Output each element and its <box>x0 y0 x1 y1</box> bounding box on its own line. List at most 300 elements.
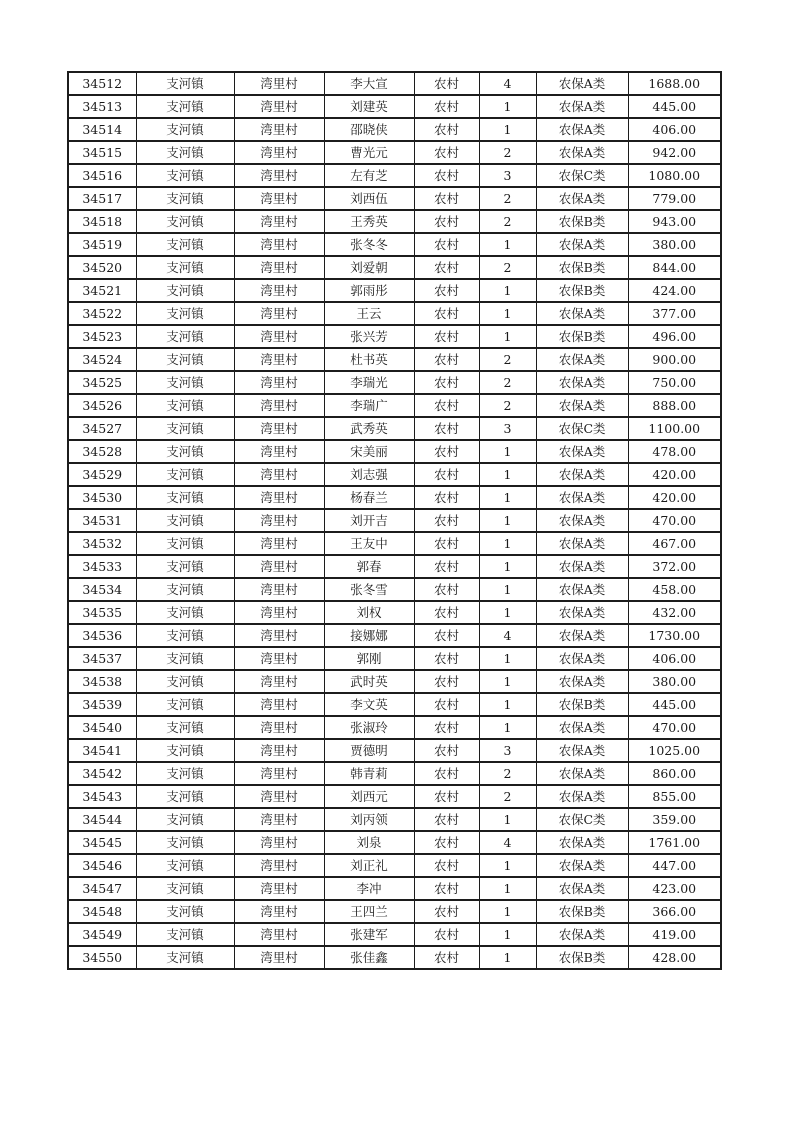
person-name-cell: 李大宣 <box>324 72 414 95</box>
amount-cell: 1100.00 <box>628 417 721 440</box>
table-row <box>68 210 721 233</box>
village-cell: 湾里村 <box>234 532 324 555</box>
residence-type-cell: 农村 <box>414 877 479 900</box>
table-row <box>68 279 721 302</box>
person-count-cell: 1 <box>479 578 536 601</box>
amount-cell: 420.00 <box>628 463 721 486</box>
town-cell: 支河镇 <box>136 95 234 118</box>
table-row <box>68 256 721 279</box>
amount-cell: 1688.00 <box>628 72 721 95</box>
person-name-cell: 王四兰 <box>324 900 414 923</box>
record-id-cell: 34526 <box>68 394 136 417</box>
person-count-cell: 1 <box>479 95 536 118</box>
residence-type-cell: 农村 <box>414 440 479 463</box>
town-cell: 支河镇 <box>136 256 234 279</box>
person-name-cell: 张冬雪 <box>324 578 414 601</box>
person-name-cell: 宋美丽 <box>324 440 414 463</box>
amount-cell: 478.00 <box>628 440 721 463</box>
person-name-cell: 武时英 <box>324 670 414 693</box>
person-count-cell: 2 <box>479 141 536 164</box>
person-count-cell: 1 <box>479 670 536 693</box>
amount-cell: 888.00 <box>628 394 721 417</box>
village-cell: 湾里村 <box>234 555 324 578</box>
insurance-type-cell: 农保C类 <box>536 164 628 187</box>
record-id-cell: 34538 <box>68 670 136 693</box>
record-id-cell: 34542 <box>68 762 136 785</box>
residence-type-cell: 农村 <box>414 302 479 325</box>
amount-cell: 458.00 <box>628 578 721 601</box>
person-count-cell: 3 <box>479 164 536 187</box>
record-id-cell: 34522 <box>68 302 136 325</box>
town-cell: 支河镇 <box>136 440 234 463</box>
table-row <box>68 348 721 371</box>
person-name-cell: 王秀英 <box>324 210 414 233</box>
person-name-cell: 接娜娜 <box>324 624 414 647</box>
residence-type-cell: 农村 <box>414 670 479 693</box>
residence-type-cell: 农村 <box>414 256 479 279</box>
town-cell: 支河镇 <box>136 72 234 95</box>
table-row <box>68 371 721 394</box>
person-name-cell: 刘泉 <box>324 831 414 854</box>
residence-type-cell: 农村 <box>414 900 479 923</box>
residence-type-cell: 农村 <box>414 716 479 739</box>
residence-type-cell: 农村 <box>414 72 479 95</box>
table-row <box>68 785 721 808</box>
table-row <box>68 486 721 509</box>
insurance-type-cell: 农保B类 <box>536 256 628 279</box>
amount-cell: 844.00 <box>628 256 721 279</box>
amount-cell: 377.00 <box>628 302 721 325</box>
village-cell: 湾里村 <box>234 164 324 187</box>
residence-type-cell: 农村 <box>414 532 479 555</box>
amount-cell: 432.00 <box>628 601 721 624</box>
residence-type-cell: 农村 <box>414 923 479 946</box>
person-count-cell: 3 <box>479 417 536 440</box>
village-cell: 湾里村 <box>234 831 324 854</box>
amount-cell: 447.00 <box>628 854 721 877</box>
person-name-cell: 刘开吉 <box>324 509 414 532</box>
insurance-type-cell: 农保A类 <box>536 302 628 325</box>
insurance-type-cell: 农保A类 <box>536 670 628 693</box>
table-row <box>68 877 721 900</box>
village-cell: 湾里村 <box>234 693 324 716</box>
insurance-type-cell: 农保A类 <box>536 785 628 808</box>
record-id-cell: 34546 <box>68 854 136 877</box>
residence-type-cell: 农村 <box>414 187 479 210</box>
person-name-cell: 张建军 <box>324 923 414 946</box>
person-count-cell: 1 <box>479 509 536 532</box>
record-id-cell: 34523 <box>68 325 136 348</box>
table-row <box>68 555 721 578</box>
person-name-cell: 王云 <box>324 302 414 325</box>
person-name-cell: 武秀英 <box>324 417 414 440</box>
record-id-cell: 34517 <box>68 187 136 210</box>
person-name-cell: 郭雨彤 <box>324 279 414 302</box>
table-row <box>68 624 721 647</box>
town-cell: 支河镇 <box>136 233 234 256</box>
residence-type-cell: 农村 <box>414 210 479 233</box>
amount-cell: 423.00 <box>628 877 721 900</box>
record-id-cell: 34512 <box>68 72 136 95</box>
insurance-type-cell: 农保B类 <box>536 693 628 716</box>
insurance-type-cell: 农保A类 <box>536 578 628 601</box>
village-cell: 湾里村 <box>234 233 324 256</box>
insurance-type-cell: 农保A类 <box>536 463 628 486</box>
village-cell: 湾里村 <box>234 509 324 532</box>
person-count-cell: 1 <box>479 325 536 348</box>
village-cell: 湾里村 <box>234 417 324 440</box>
person-name-cell: 李瑞广 <box>324 394 414 417</box>
town-cell: 支河镇 <box>136 302 234 325</box>
village-cell: 湾里村 <box>234 348 324 371</box>
person-count-cell: 1 <box>479 647 536 670</box>
amount-cell: 943.00 <box>628 210 721 233</box>
record-id-cell: 34537 <box>68 647 136 670</box>
town-cell: 支河镇 <box>136 325 234 348</box>
residence-type-cell: 农村 <box>414 417 479 440</box>
table-row <box>68 95 721 118</box>
person-name-cell: 刘建英 <box>324 95 414 118</box>
residence-type-cell: 农村 <box>414 624 479 647</box>
insurance-type-cell: 农保A类 <box>536 923 628 946</box>
village-cell: 湾里村 <box>234 141 324 164</box>
person-name-cell: 刘爱朝 <box>324 256 414 279</box>
residence-type-cell: 农村 <box>414 118 479 141</box>
village-cell: 湾里村 <box>234 854 324 877</box>
amount-cell: 900.00 <box>628 348 721 371</box>
insurance-type-cell: 农保A类 <box>536 187 628 210</box>
town-cell: 支河镇 <box>136 739 234 762</box>
residence-type-cell: 农村 <box>414 325 479 348</box>
village-cell: 湾里村 <box>234 601 324 624</box>
residence-type-cell: 农村 <box>414 394 479 417</box>
residence-type-cell: 农村 <box>414 486 479 509</box>
amount-cell: 366.00 <box>628 900 721 923</box>
village-cell: 湾里村 <box>234 624 324 647</box>
residence-type-cell: 农村 <box>414 808 479 831</box>
town-cell: 支河镇 <box>136 785 234 808</box>
person-name-cell: 贾德明 <box>324 739 414 762</box>
table-row <box>68 118 721 141</box>
residence-type-cell: 农村 <box>414 739 479 762</box>
amount-cell: 419.00 <box>628 923 721 946</box>
village-cell: 湾里村 <box>234 486 324 509</box>
person-name-cell: 张冬冬 <box>324 233 414 256</box>
record-id-cell: 34541 <box>68 739 136 762</box>
village-cell: 湾里村 <box>234 670 324 693</box>
amount-cell: 445.00 <box>628 95 721 118</box>
town-cell: 支河镇 <box>136 601 234 624</box>
town-cell: 支河镇 <box>136 279 234 302</box>
table-row <box>68 141 721 164</box>
person-name-cell: 郭春 <box>324 555 414 578</box>
village-cell: 湾里村 <box>234 325 324 348</box>
amount-cell: 496.00 <box>628 325 721 348</box>
person-count-cell: 3 <box>479 739 536 762</box>
insurance-type-cell: 农保A类 <box>536 555 628 578</box>
amount-cell: 1025.00 <box>628 739 721 762</box>
amount-cell: 1080.00 <box>628 164 721 187</box>
record-id-cell: 34527 <box>68 417 136 440</box>
residence-type-cell: 农村 <box>414 647 479 670</box>
record-id-cell: 34543 <box>68 785 136 808</box>
person-count-cell: 1 <box>479 900 536 923</box>
insurance-type-cell: 农保A类 <box>536 601 628 624</box>
town-cell: 支河镇 <box>136 555 234 578</box>
village-cell: 湾里村 <box>234 785 324 808</box>
table-row <box>68 302 721 325</box>
person-name-cell: 杜书英 <box>324 348 414 371</box>
table-row <box>68 808 721 831</box>
insurance-type-cell: 农保A类 <box>536 854 628 877</box>
record-id-cell: 34544 <box>68 808 136 831</box>
town-cell: 支河镇 <box>136 578 234 601</box>
person-count-cell: 1 <box>479 854 536 877</box>
record-id-cell: 34536 <box>68 624 136 647</box>
town-cell: 支河镇 <box>136 900 234 923</box>
town-cell: 支河镇 <box>136 716 234 739</box>
record-id-cell: 34529 <box>68 463 136 486</box>
amount-cell: 420.00 <box>628 486 721 509</box>
insurance-type-cell: 农保A类 <box>536 95 628 118</box>
town-cell: 支河镇 <box>136 693 234 716</box>
amount-cell: 445.00 <box>628 693 721 716</box>
town-cell: 支河镇 <box>136 509 234 532</box>
village-cell: 湾里村 <box>234 210 324 233</box>
person-name-cell: 左有芝 <box>324 164 414 187</box>
person-count-cell: 1 <box>479 302 536 325</box>
record-id-cell: 34539 <box>68 693 136 716</box>
table-row <box>68 578 721 601</box>
table-row <box>68 164 721 187</box>
person-count-cell: 1 <box>479 233 536 256</box>
town-cell: 支河镇 <box>136 118 234 141</box>
person-count-cell: 2 <box>479 394 536 417</box>
person-name-cell: 韩青莉 <box>324 762 414 785</box>
insurance-type-cell: 农保A类 <box>536 440 628 463</box>
person-name-cell: 张佳鑫 <box>324 946 414 969</box>
record-id-cell: 34531 <box>68 509 136 532</box>
town-cell: 支河镇 <box>136 348 234 371</box>
insurance-type-cell: 农保A类 <box>536 233 628 256</box>
person-name-cell: 李冲 <box>324 877 414 900</box>
record-id-cell: 34532 <box>68 532 136 555</box>
amount-cell: 860.00 <box>628 762 721 785</box>
town-cell: 支河镇 <box>136 532 234 555</box>
amount-cell: 380.00 <box>628 670 721 693</box>
amount-cell: 467.00 <box>628 532 721 555</box>
record-id-cell: 34545 <box>68 831 136 854</box>
town-cell: 支河镇 <box>136 486 234 509</box>
village-cell: 湾里村 <box>234 187 324 210</box>
amount-cell: 750.00 <box>628 371 721 394</box>
residence-type-cell: 农村 <box>414 348 479 371</box>
village-cell: 湾里村 <box>234 256 324 279</box>
village-cell: 湾里村 <box>234 762 324 785</box>
insurance-type-cell: 农保A类 <box>536 831 628 854</box>
table-row <box>68 532 721 555</box>
town-cell: 支河镇 <box>136 670 234 693</box>
residence-type-cell: 农村 <box>414 762 479 785</box>
person-count-cell: 4 <box>479 72 536 95</box>
village-cell: 湾里村 <box>234 578 324 601</box>
residence-type-cell: 农村 <box>414 831 479 854</box>
person-count-cell: 1 <box>479 279 536 302</box>
person-name-cell: 张兴芳 <box>324 325 414 348</box>
town-cell: 支河镇 <box>136 762 234 785</box>
record-id-cell: 34533 <box>68 555 136 578</box>
table-row <box>68 854 721 877</box>
town-cell: 支河镇 <box>136 164 234 187</box>
person-count-cell: 1 <box>479 532 536 555</box>
residence-type-cell: 农村 <box>414 555 479 578</box>
residence-type-cell: 农村 <box>414 233 479 256</box>
village-cell: 湾里村 <box>234 371 324 394</box>
person-count-cell: 1 <box>479 923 536 946</box>
person-count-cell: 1 <box>479 808 536 831</box>
village-cell: 湾里村 <box>234 118 324 141</box>
insurance-type-cell: 农保A类 <box>536 647 628 670</box>
person-name-cell: 李瑞光 <box>324 371 414 394</box>
person-count-cell: 1 <box>479 693 536 716</box>
residence-type-cell: 农村 <box>414 279 479 302</box>
village-cell: 湾里村 <box>234 302 324 325</box>
table-row <box>68 647 721 670</box>
table-row <box>68 900 721 923</box>
insurance-type-cell: 农保A类 <box>536 371 628 394</box>
person-name-cell: 刘志强 <box>324 463 414 486</box>
table-row <box>68 233 721 256</box>
town-cell: 支河镇 <box>136 394 234 417</box>
person-count-cell: 1 <box>479 601 536 624</box>
record-id-cell: 34534 <box>68 578 136 601</box>
person-name-cell: 刘丙领 <box>324 808 414 831</box>
town-cell: 支河镇 <box>136 808 234 831</box>
person-count-cell: 1 <box>479 486 536 509</box>
person-name-cell: 刘西伍 <box>324 187 414 210</box>
person-name-cell: 邵晓侠 <box>324 118 414 141</box>
residence-type-cell: 农村 <box>414 95 479 118</box>
village-cell: 湾里村 <box>234 394 324 417</box>
town-cell: 支河镇 <box>136 854 234 877</box>
record-id-cell: 34540 <box>68 716 136 739</box>
residence-type-cell: 农村 <box>414 693 479 716</box>
insurance-type-cell: 农保B类 <box>536 946 628 969</box>
amount-cell: 424.00 <box>628 279 721 302</box>
record-id-cell: 34519 <box>68 233 136 256</box>
person-name-cell: 刘西元 <box>324 785 414 808</box>
town-cell: 支河镇 <box>136 417 234 440</box>
insurance-type-cell: 农保A类 <box>536 486 628 509</box>
person-count-cell: 1 <box>479 463 536 486</box>
person-count-cell: 1 <box>479 118 536 141</box>
person-count-cell: 2 <box>479 371 536 394</box>
insurance-type-cell: 农保A类 <box>536 716 628 739</box>
village-cell: 湾里村 <box>234 463 324 486</box>
person-count-cell: 1 <box>479 555 536 578</box>
insurance-type-cell: 农保A类 <box>536 532 628 555</box>
person-name-cell: 曹光元 <box>324 141 414 164</box>
village-cell: 湾里村 <box>234 716 324 739</box>
table-body <box>68 72 721 969</box>
residence-type-cell: 农村 <box>414 509 479 532</box>
amount-cell: 942.00 <box>628 141 721 164</box>
village-cell: 湾里村 <box>234 440 324 463</box>
person-count-cell: 1 <box>479 877 536 900</box>
amount-cell: 779.00 <box>628 187 721 210</box>
residence-type-cell: 农村 <box>414 785 479 808</box>
person-name-cell: 刘权 <box>324 601 414 624</box>
amount-cell: 406.00 <box>628 118 721 141</box>
table-row <box>68 831 721 854</box>
insurance-type-cell: 农保B类 <box>536 325 628 348</box>
record-id-cell: 34528 <box>68 440 136 463</box>
record-id-cell: 34525 <box>68 371 136 394</box>
village-cell: 湾里村 <box>234 808 324 831</box>
table-row <box>68 463 721 486</box>
town-cell: 支河镇 <box>136 371 234 394</box>
village-cell: 湾里村 <box>234 877 324 900</box>
person-count-cell: 1 <box>479 440 536 463</box>
record-id-cell: 34520 <box>68 256 136 279</box>
village-cell: 湾里村 <box>234 95 324 118</box>
record-id-cell: 34550 <box>68 946 136 969</box>
table-row <box>68 601 721 624</box>
person-name-cell: 张淑玲 <box>324 716 414 739</box>
amount-cell: 359.00 <box>628 808 721 831</box>
person-count-cell: 1 <box>479 946 536 969</box>
record-id-cell: 34547 <box>68 877 136 900</box>
insurance-type-cell: 农保A类 <box>536 348 628 371</box>
person-count-cell: 1 <box>479 716 536 739</box>
insurance-type-cell: 农保A类 <box>536 762 628 785</box>
record-id-cell: 34535 <box>68 601 136 624</box>
amount-cell: 380.00 <box>628 233 721 256</box>
residence-type-cell: 农村 <box>414 946 479 969</box>
record-id-cell: 34530 <box>68 486 136 509</box>
table-row <box>68 187 721 210</box>
person-count-cell: 4 <box>479 624 536 647</box>
table-row <box>68 739 721 762</box>
table-row <box>68 440 721 463</box>
town-cell: 支河镇 <box>136 647 234 670</box>
village-cell: 湾里村 <box>234 72 324 95</box>
insurance-type-cell: 农保B类 <box>536 279 628 302</box>
records-table <box>67 71 722 970</box>
town-cell: 支河镇 <box>136 141 234 164</box>
person-count-cell: 2 <box>479 210 536 233</box>
insurance-type-cell: 农保A类 <box>536 394 628 417</box>
insurance-type-cell: 农保C类 <box>536 808 628 831</box>
table-row <box>68 762 721 785</box>
town-cell: 支河镇 <box>136 187 234 210</box>
insurance-type-cell: 农保C类 <box>536 417 628 440</box>
table-row <box>68 394 721 417</box>
person-name-cell: 杨春兰 <box>324 486 414 509</box>
town-cell: 支河镇 <box>136 831 234 854</box>
table-row <box>68 693 721 716</box>
village-cell: 湾里村 <box>234 900 324 923</box>
village-cell: 湾里村 <box>234 923 324 946</box>
table-row <box>68 509 721 532</box>
person-count-cell: 2 <box>479 187 536 210</box>
table-row <box>68 670 721 693</box>
amount-cell: 428.00 <box>628 946 721 969</box>
town-cell: 支河镇 <box>136 210 234 233</box>
residence-type-cell: 农村 <box>414 463 479 486</box>
record-id-cell: 34513 <box>68 95 136 118</box>
person-count-cell: 2 <box>479 785 536 808</box>
